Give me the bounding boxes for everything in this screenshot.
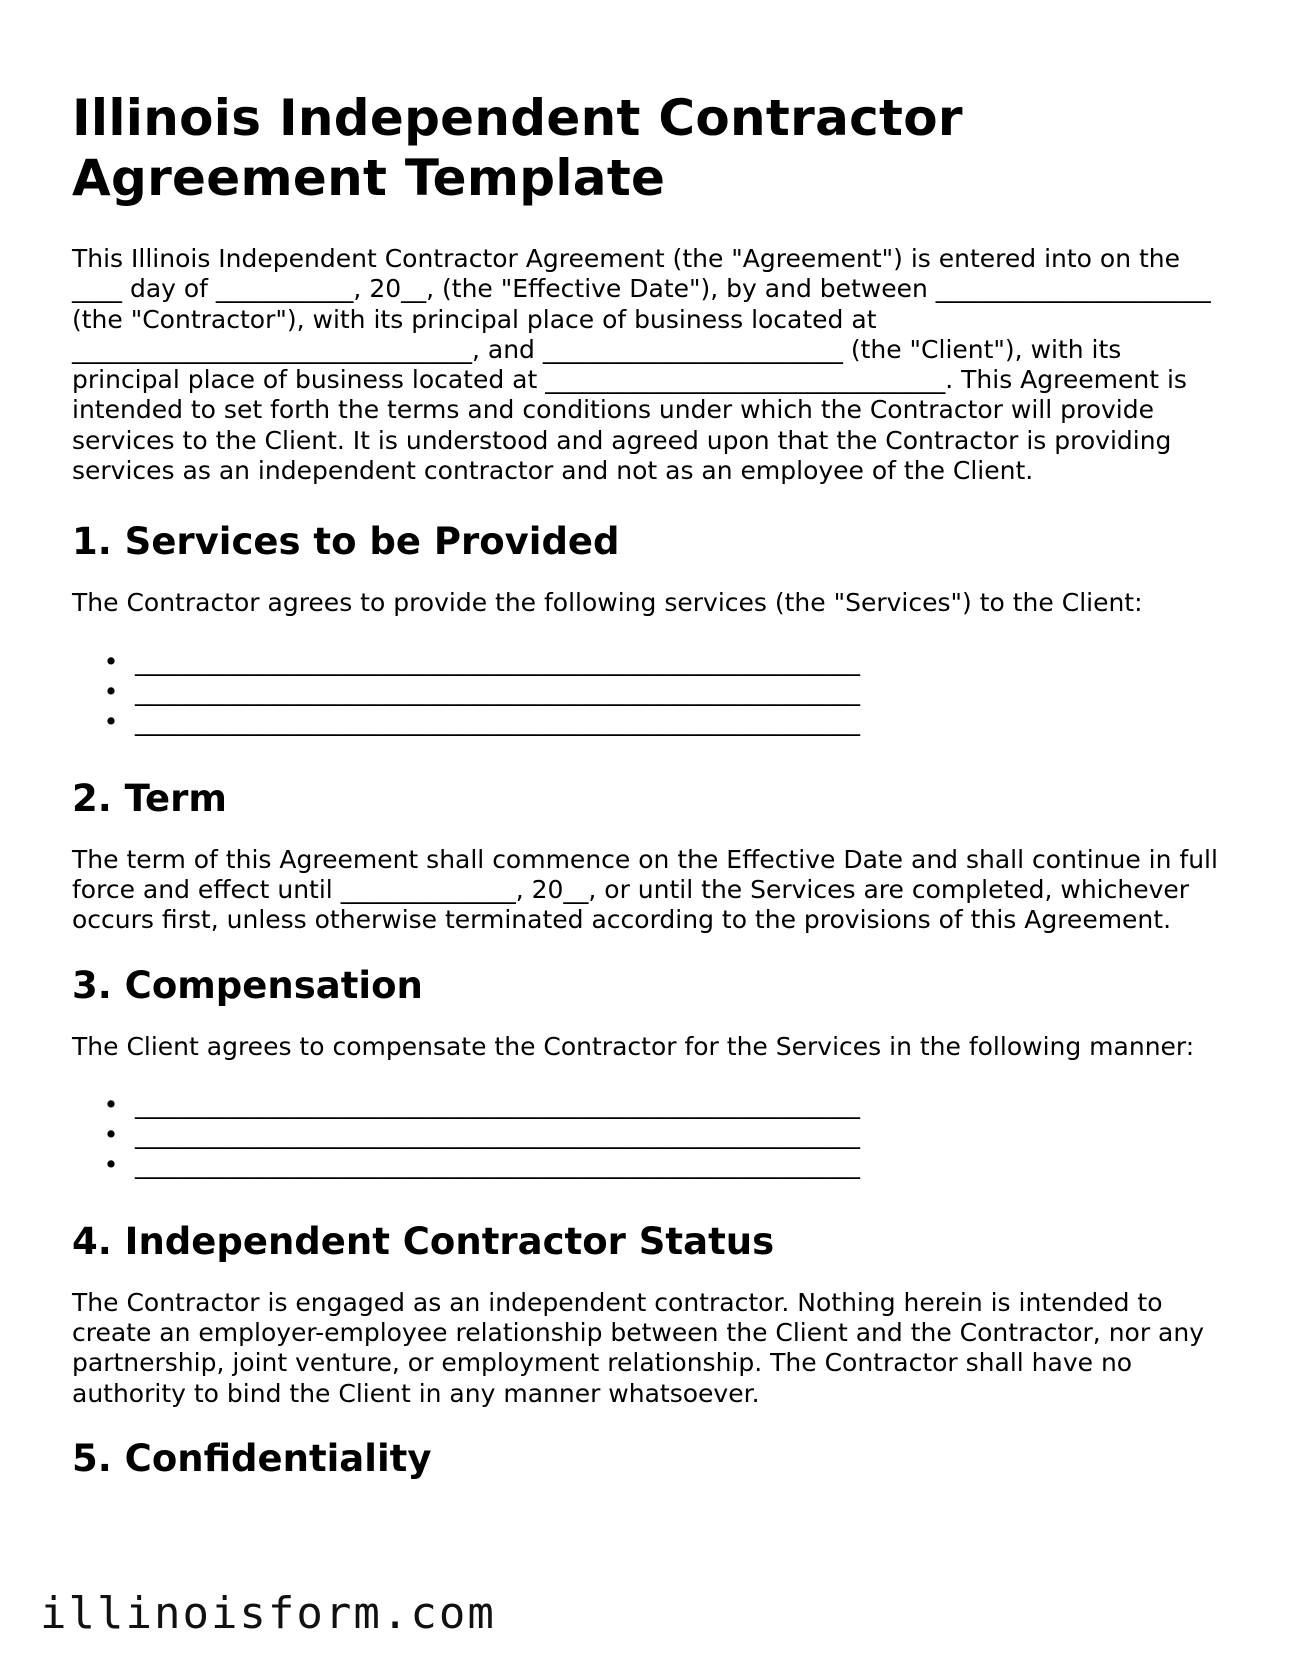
section-text-services: The Contractor agrees to provide the following services (the "Services") to the Client: [72,588,1143,618]
document-title: Illinois Independent Contractor Agreement Template [72,89,963,207]
bullet-icon: • [103,1089,119,1119]
site-brand-watermark: illinoisform.com [40,1588,496,1639]
document-page [72,88,1232,1505]
compensation-blank-list [72,1090,1232,1180]
intro-paragraph: This Illinois Independent Contractor Agreement (the "Agreement") is entered into on the ____ day of ___________, 20__, (the "Effective Date"), by and between ______________________ (the "Contractor"), with its principal place of business located at ________________________________, and ________________________ (the "Client"), with its principal place of business located at ________________________________. This Agreement is intended to set forth the terms and conditions under which the Contractor will provide services to the Client. It is understood and agreed upon that the Contractor is providing services as an independent contractor and not as an employee of the Client. [72,244,1211,486]
section-text-compensation: The Client agrees to compensate the Contractor for the Services in the following manner: [72,1031,1195,1061]
bullet-icon: • [103,676,119,706]
section-heading-contractor-status: 4. Independent Contractor Status [72,1219,775,1263]
fill-in-blank[interactable]: __________________________________________________________ [135,1089,860,1119]
section-heading-compensation: 3. Compensation [72,963,423,1007]
fill-in-blank[interactable]: __________________________________________________________ [135,1119,860,1149]
list-item [102,707,1232,737]
section-text-term: The term of this Agreement shall commence on the Effective Date and shall continue in full force and effect until ______________, 20__, or until the Services are completed, whichever occurs first, unless otherwise terminated according to the provisions of this Agreement. [72,844,1218,935]
bullet-icon: • [103,646,119,676]
bullet-icon: • [103,1149,119,1179]
bullet-icon: • [103,1119,119,1149]
section-text-contractor-status: The Contractor is engaged as an independent contractor. Nothing herein is intended to create an employer-employee relationship between the Client and the Contractor, nor any partnership, joint venture, or employment relationship. The Contractor shall have no authority to bind the Client in any manner whatsoever. [72,1287,1205,1408]
list-item [102,647,1232,677]
bullet-icon: • [103,706,119,736]
fill-in-blank[interactable]: __________________________________________________________ [135,676,860,706]
list-item [102,677,1232,707]
fill-in-blank[interactable]: __________________________________________________________ [135,1149,860,1179]
fill-in-blank[interactable]: __________________________________________________________ [135,706,860,736]
list-item [102,1090,1232,1120]
services-blank-list [72,647,1232,737]
list-item [102,1150,1232,1180]
section-heading-confidentiality: 5. Confidentiality [72,1437,432,1481]
list-item [102,1120,1232,1150]
fill-in-blank[interactable]: __________________________________________________________ [135,646,860,676]
section-heading-term: 2. Term [72,776,227,820]
section-heading-services: 1. Services to be Provided [72,520,620,564]
